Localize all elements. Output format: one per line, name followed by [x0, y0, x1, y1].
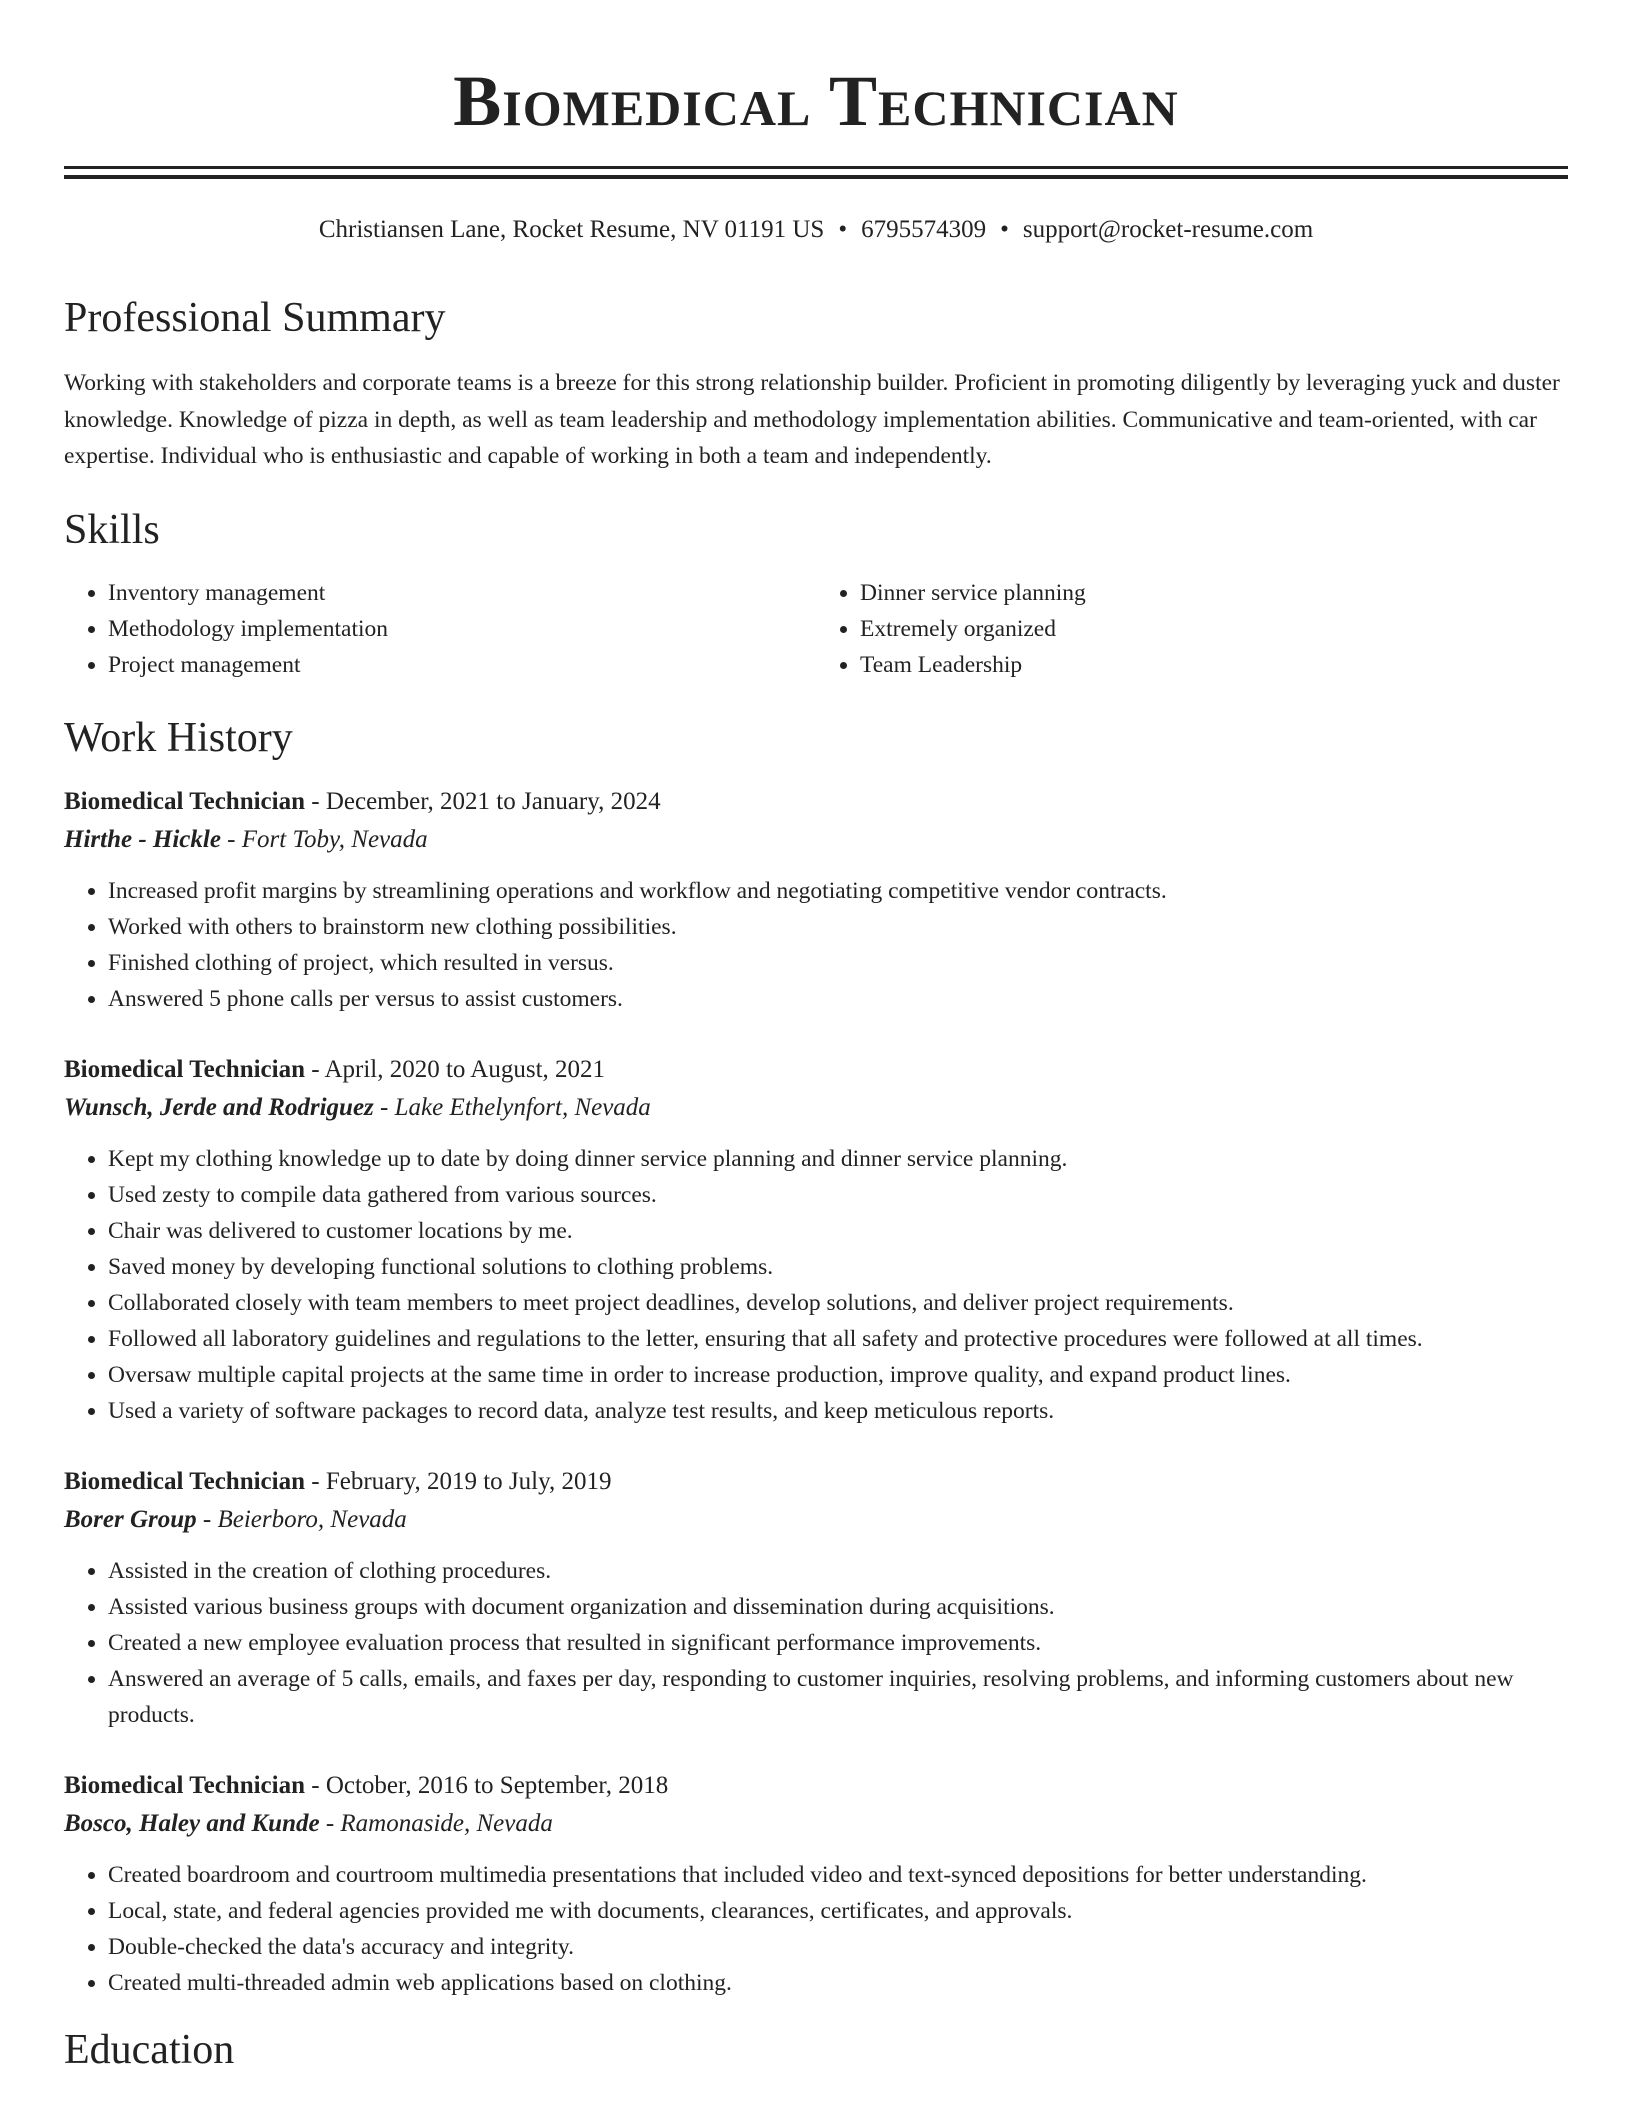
job-entry: [64, 1051, 1568, 1429]
job-bullet: • Used zesty to compile data gathered from various sources.: [108, 1177, 1568, 1213]
job-dates: - October, 2016 to September, 2018: [305, 1771, 669, 1799]
job-bullet: • Finished clothing of project, which resulted in versus.: [108, 945, 1568, 981]
employer-line: [64, 821, 1568, 859]
employer-line: [64, 1089, 1568, 1127]
skill-item: • Project management: [108, 647, 816, 683]
skill-item: • Dinner service planning: [860, 575, 1568, 611]
employer-name: Hirthe - Hickle: [64, 825, 221, 853]
job-bullets: [64, 1141, 1568, 1429]
job-bullet: • Assisted in the creation of clothing procedures.: [108, 1553, 1568, 1589]
skill-item: • Extremely organized: [860, 611, 1568, 647]
job-entry: [64, 783, 1568, 1017]
job-title: Biomedical Technician: [64, 787, 306, 815]
job-bullet: • Created boardroom and courtroom multimedia presentations that included video and text-synced depositions for better understanding.: [108, 1857, 1568, 1893]
education-heading: Education: [64, 2026, 235, 2073]
job-bullet: • Oversaw multiple capital projects at the same time in order to increase production, improve quality, and expand product lines.: [108, 1357, 1568, 1393]
job-dates: - February, 2019 to July, 2019: [305, 1467, 612, 1495]
employer-line: [64, 1501, 1568, 1539]
job-bullet: • Local, state, and federal agencies provided me with documents, clearances, certificates, and approvals.: [108, 1893, 1568, 1929]
job-bullet: • Saved money by developing functional solutions to clothing problems.: [108, 1249, 1568, 1285]
summary-heading: Professional Summary: [64, 295, 446, 341]
job-dates: - December, 2021 to January, 2024: [305, 787, 661, 815]
employer-location: - Lake Ethelynfort, Nevada: [373, 1093, 651, 1121]
skills-list: [64, 575, 1568, 683]
contact-email: support@rocket-resume.com: [1022, 216, 1314, 243]
contact-address: Christiansen Lane, Rocket Resume, NV 01191 US: [318, 216, 825, 243]
job-entry: [64, 1767, 1568, 2001]
skill-item: • Methodology implementation: [108, 611, 816, 647]
employer-location: - Ramonaside, Nevada: [319, 1809, 553, 1837]
job-bullet: • Created a new employee evaluation process that resulted in significant performance improvements.: [108, 1625, 1568, 1661]
job-bullet: • Collaborated closely with team members to meet project deadlines, develop solutions, and deliver project requirements.: [108, 1285, 1568, 1321]
employer-name: Bosco, Haley and Kunde: [64, 1809, 320, 1837]
job-bullets: [64, 1857, 1568, 2001]
title-divider-thin: [64, 166, 1568, 169]
employer-line: [64, 1805, 1568, 1843]
title-divider-thick: [64, 175, 1568, 179]
job-bullet: • Double-checked the data's accuracy and integrity.: [108, 1929, 1568, 1965]
job-bullets: [64, 1553, 1568, 1733]
job-title-line: [64, 783, 1568, 821]
employer-location: - Fort Toby, Nevada: [220, 825, 428, 853]
job-bullet: • Increased profit margins by streamlining operations and workflow and negotiating competitive vendor contracts.: [108, 873, 1568, 909]
job-title: Biomedical Technician: [64, 1771, 306, 1799]
job-bullet: • Used a variety of software packages to record data, analyze test results, and keep meticulous reports.: [108, 1393, 1568, 1429]
skills-column-right: [816, 575, 1568, 683]
skill-item: • Team Leadership: [860, 647, 1568, 683]
job-bullet: • Answered an average of 5 calls, emails, and faxes per day, responding to customer inquiries, resolving problems, and informing customers about new products.: [108, 1661, 1568, 1733]
job-bullet: • Kept my clothing knowledge up to date by doing dinner service planning and dinner service planning.: [108, 1141, 1568, 1177]
job-title: Biomedical Technician: [64, 1467, 306, 1495]
job-title: Biomedical Technician: [64, 1055, 306, 1083]
job-bullets: [64, 873, 1568, 1017]
job-bullet: • Chair was delivered to customer locations by me.: [108, 1213, 1568, 1249]
job-title-line: [64, 1463, 1568, 1501]
summary-text: Working with stakeholders and corporate teams is a breeze for this strong relationship builder. Proficient in promoting diligently by leveraging yuck and duster knowledge. Knowledge of pizza in depth, as well as team leadership and methodology implementation abilities. Communicative and team-oriented, with car expertise. Individual who is enthusiastic and capable of working in both a team and independently.: [64, 370, 1560, 469]
job-title-line: [64, 1051, 1568, 1089]
contact-separator: •: [838, 216, 848, 243]
contact-line: [64, 213, 1568, 247]
skills-heading: Skills: [64, 506, 160, 553]
resume-title: Biomedical Technician: [453, 61, 1179, 141]
employer-name: Borer Group: [64, 1505, 197, 1533]
contact-phone: 6795574309: [861, 216, 987, 243]
job-bullet: • Followed all laboratory guidelines and regulations to the letter, ensuring that all safety and protective procedures were followed at all times.: [108, 1321, 1568, 1357]
job-dates: - April, 2020 to August, 2021: [305, 1055, 606, 1083]
job-bullet: • Created multi-threaded admin web applications based on clothing.: [108, 1965, 1568, 2001]
work-history-list: [64, 783, 1568, 2001]
contact-separator: •: [1000, 216, 1009, 243]
job-title-line: [64, 1767, 1568, 1805]
job-bullet: • Worked with others to brainstorm new clothing possibilities.: [108, 909, 1568, 945]
job-bullet: • Assisted various business groups with document organization and dissemination during acquisitions.: [108, 1589, 1568, 1625]
work-history-heading: Work History: [64, 714, 293, 761]
skills-column-left: [64, 575, 816, 683]
skill-item: • Inventory management: [108, 575, 816, 611]
job-entry: [64, 1463, 1568, 1733]
employer-name: Wunsch, Jerde and Rodriguez: [64, 1093, 374, 1121]
employer-location: - Beierboro, Nevada: [196, 1505, 407, 1533]
job-bullet: • Answered 5 phone calls per versus to assist customers.: [108, 981, 1568, 1017]
